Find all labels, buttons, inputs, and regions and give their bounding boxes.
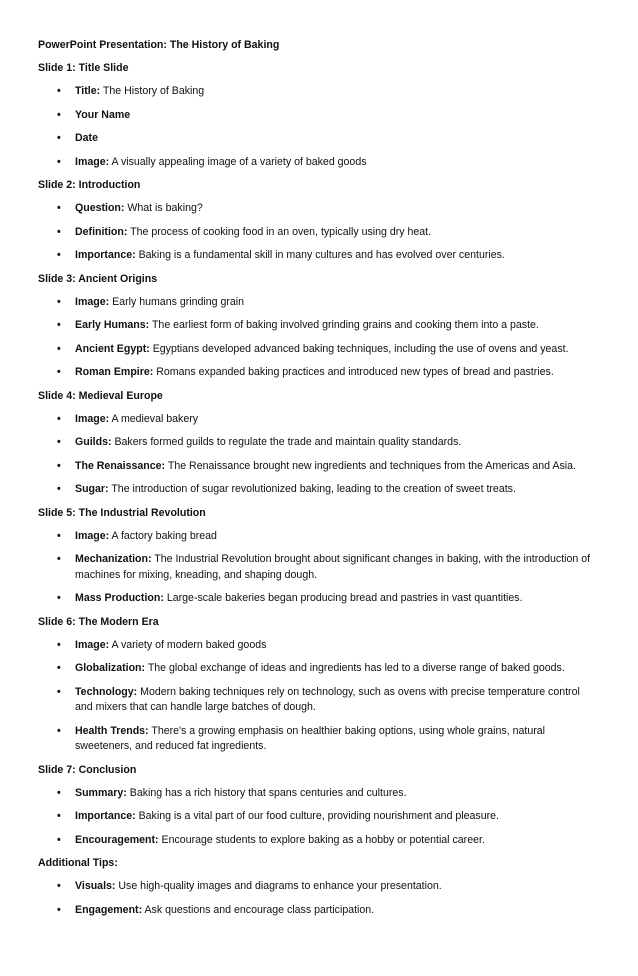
bullet-label: Early Humans: xyxy=(75,319,150,331)
bullet-item xyxy=(38,661,598,677)
bullet-text: Baking is a vital part of our food culture, providing nourishment and pleasure. xyxy=(138,810,499,822)
bullet-label: Importance: xyxy=(75,810,136,822)
bullet-item xyxy=(38,295,598,311)
bullet-dot-icon: • xyxy=(57,786,61,799)
bullet-dot-icon: • xyxy=(57,155,61,168)
bullet-dot-icon: • xyxy=(57,366,61,378)
bullet-dot-icon: • xyxy=(57,342,61,355)
bullet-dot-icon: • xyxy=(57,295,61,308)
bullet-text: Baking is a fundamental skill in many cultures and has evolved over centuries. xyxy=(138,249,505,261)
bullet-text: A variety of modern baked goods xyxy=(111,638,267,651)
bullet-dot-icon: • xyxy=(57,833,61,846)
bullet-label: Mechanization: xyxy=(75,553,152,565)
bullet-list xyxy=(38,879,598,918)
bullet-dot-icon: • xyxy=(57,319,61,331)
bullet-label: Title: xyxy=(75,85,101,97)
bullet-label: Summary: xyxy=(75,786,127,799)
bullet-text: A medieval bakery xyxy=(111,412,199,425)
bullet-text: A visually appealing image of a variety of baked goods xyxy=(111,155,367,168)
bullet-label: Image: xyxy=(75,295,110,308)
bullet-dot-icon: • xyxy=(57,202,61,214)
bullet-text: The Industrial Revolution brought about significant changes in baking, with the introduction of machines for mixing, kneading, and shaping dough. xyxy=(75,553,591,581)
bullet-item xyxy=(38,84,598,100)
bullet-label: Engagement: xyxy=(75,903,143,916)
bullet-item xyxy=(38,903,598,919)
bullet-text: Early humans grinding grain xyxy=(112,295,245,308)
bullet-text: Bakers formed guilds to regulate the trade and maintain quality standards. xyxy=(114,436,462,448)
bullet-item xyxy=(38,365,598,381)
bullet-dot-icon: • xyxy=(57,810,61,822)
bullet-label: Image: xyxy=(75,529,110,542)
bullet-item xyxy=(38,786,598,802)
sections-container xyxy=(38,61,598,918)
bullet-text: Large-scale bakeries began producing bread and pastries in vast quantities. xyxy=(166,592,523,604)
bullet-dot-icon: • xyxy=(57,553,61,565)
bullet-text: The global exchange of ideas and ingredients has led to a diverse range of baked goods. xyxy=(147,662,565,674)
bullet-label: Question: xyxy=(75,202,125,214)
bullet-label: Ancient Egypt: xyxy=(75,342,150,355)
bullet-dot-icon: • xyxy=(57,529,61,542)
bullet-label: Image: xyxy=(75,155,110,168)
bullet-dot-icon: • xyxy=(57,249,61,261)
bullet-text: The History of Baking xyxy=(102,85,205,97)
section-heading: Slide 2: Introduction xyxy=(38,179,141,191)
bullet-label: Health Trends: xyxy=(75,724,149,737)
section-heading: Slide 7: Conclusion xyxy=(38,763,137,776)
bullet-dot-icon: • xyxy=(57,685,61,698)
bullet-item xyxy=(38,108,598,124)
bullet-list xyxy=(38,412,598,498)
bullet-label: Date xyxy=(75,132,98,144)
bullet-label: Your Name xyxy=(75,108,131,121)
bullet-item xyxy=(38,201,598,217)
bullet-dot-icon: • xyxy=(57,880,61,892)
bullet-text: There's a growing emphasis on healthier baking options, using whole grains, natural sweeteners, and reduced fat ingredients. xyxy=(75,724,545,752)
bullet-dot-icon: • xyxy=(57,412,61,425)
bullet-dot-icon: • xyxy=(57,85,61,97)
bullet-text: What is baking? xyxy=(127,202,203,214)
section-heading: Slide 6: The Modern Era xyxy=(38,615,159,628)
bullet-text: The introduction of sugar revolutionized baking, leading to the creation of sweet treats. xyxy=(111,483,516,495)
bullet-item xyxy=(38,459,598,475)
bullet-item xyxy=(38,591,598,607)
bullet-dot-icon: • xyxy=(57,108,61,121)
bullet-item xyxy=(38,225,598,241)
bullet-label: Image: xyxy=(75,412,110,425)
bullet-item xyxy=(38,412,598,428)
bullet-label: Importance: xyxy=(75,249,136,261)
bullet-list xyxy=(38,201,598,264)
bullet-item xyxy=(38,248,598,264)
bullet-item xyxy=(38,318,598,334)
bullet-label: Encouragement: xyxy=(75,833,159,846)
bullet-label: Guilds: xyxy=(75,436,112,448)
bullet-label: Mass Production: xyxy=(75,592,164,604)
bullet-text: Baking has a rich history that spans centuries and cultures. xyxy=(129,786,407,799)
bullet-text: The earliest form of baking involved grinding grains and cooking them into a paste. xyxy=(151,319,539,331)
bullet-text: The Renaissance brought new ingredients and techniques from the Americas and Asia. xyxy=(167,459,576,472)
bullet-label: Visuals: xyxy=(75,880,116,892)
bullet-item xyxy=(38,809,598,825)
bullet-text: A factory baking bread xyxy=(111,529,217,542)
section-heading: Slide 5: The Industrial Revolution xyxy=(38,506,206,519)
bullet-dot-icon: • xyxy=(57,724,61,737)
bullet-item xyxy=(38,155,598,171)
bullet-label: Roman Empire: xyxy=(75,366,154,378)
bullet-list xyxy=(38,529,598,607)
section-heading: Slide 3: Ancient Origins xyxy=(38,272,158,285)
bullet-dot-icon: • xyxy=(57,592,61,604)
bullet-item xyxy=(38,685,598,716)
bullet-text: The process of cooking food in an oven, typically using dry heat. xyxy=(130,225,432,238)
bullet-label: Technology: xyxy=(75,685,138,698)
bullet-list xyxy=(38,638,598,755)
bullet-list xyxy=(38,84,598,170)
bullet-text: Ask questions and encourage class participation. xyxy=(144,903,375,916)
bullet-dot-icon: • xyxy=(57,225,61,238)
bullet-dot-icon: • xyxy=(57,903,61,916)
bullet-text: Romans expanded baking practices and introduced new types of bread and pastries. xyxy=(156,366,554,378)
bullet-text: Use high-quality images and diagrams to enhance your presentation. xyxy=(118,880,442,892)
bullet-item xyxy=(38,552,598,583)
bullet-text: Egyptians developed advanced baking techniques, including the use of ovens and yeast. xyxy=(152,342,569,355)
bullet-item xyxy=(38,529,598,545)
section-heading: Slide 4: Medieval Europe xyxy=(38,389,163,402)
bullet-item xyxy=(38,833,598,849)
bullet-dot-icon: • xyxy=(57,483,61,495)
bullet-text: Modern baking techniques rely on technology, such as ovens with precise temperature control and mixers that can handle large batches of dough. xyxy=(75,685,580,713)
bullet-item xyxy=(38,482,598,498)
bullet-label: Globalization: xyxy=(75,662,146,674)
bullet-item xyxy=(38,342,598,358)
bullet-item xyxy=(38,131,598,147)
bullet-list xyxy=(38,295,598,381)
bullet-dot-icon: • xyxy=(57,662,61,674)
bullet-label: Sugar: xyxy=(75,483,109,495)
section-heading: Slide 1: Title Slide xyxy=(38,62,129,74)
document-title: PowerPoint Presentation: The History of Baking xyxy=(38,39,280,51)
bullet-list xyxy=(38,786,598,849)
bullet-dot-icon: • xyxy=(57,436,61,448)
bullet-label: Image: xyxy=(75,638,110,651)
bullet-label: Definition: xyxy=(75,225,128,238)
bullet-item xyxy=(38,724,598,755)
bullet-dot-icon: • xyxy=(57,459,61,472)
bullet-item xyxy=(38,879,598,895)
bullet-label: The Renaissance: xyxy=(75,459,166,472)
section-heading: Additional Tips: xyxy=(38,857,118,869)
bullet-item xyxy=(38,435,598,451)
bullet-dot-icon: • xyxy=(57,638,61,651)
bullet-text: Encourage students to explore baking as a hobby or potential career. xyxy=(161,833,485,846)
bullet-dot-icon: • xyxy=(57,132,61,144)
bullet-item xyxy=(38,638,598,654)
